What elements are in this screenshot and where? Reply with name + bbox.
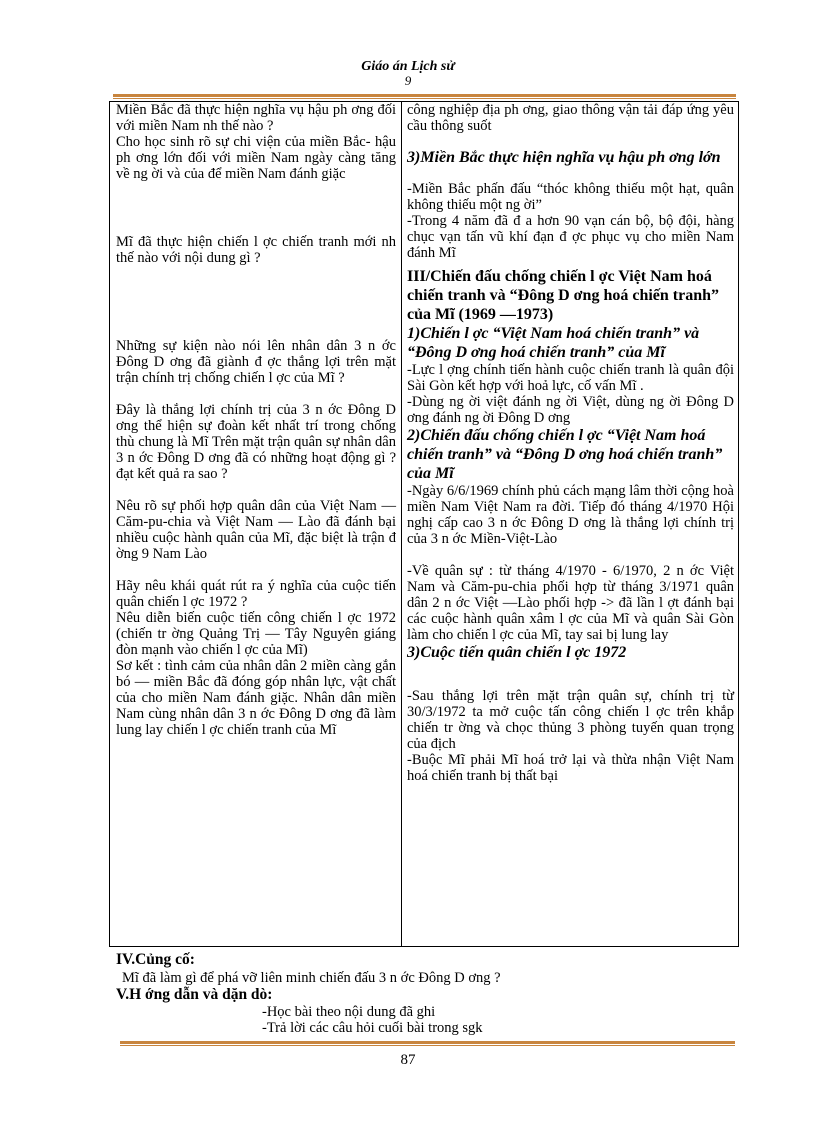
right-paragraph-3: -Trong 4 năm đã đ a hơn 90 vạn cán bộ, bộ đội, hàng chục vạn tấn vũ khí đạn đ ợc phục vụ cho miền Nam đánh Mĩ [407,213,734,261]
right-paragraph-7: -Về quân sự : từ tháng 4/1970 - 6/1970, 2 n ớc Việt Nam và Căm-pu-chia phối hợp từ tháng 3/1971 quân dân 2 n ớc Việt —Lào phối hợp -> đã lần l ợt đánh bại các cuộc hành quân xâm l ợc của Mĩ và quân Sài Gòn làm cho chiến l ợc của Mĩ, tay sai bị lung lay [407,563,734,643]
right-paragraph-4: -Lực l ợng chính tiến hành cuộc chiến tranh là quân đội Sài Gòn kết hợp với hoả lực, cố vấn Mĩ . [407,362,734,394]
table-column-divider [401,101,402,947]
right-paragraph-8: -Sau thắng lợi trên mặt trận quân sự, chính trị từ 30/3/1972 ta mở cuộc tấn công chiến l ợc trên khắp chiến tr ờng và chọc thủng 3 phòng tuyến quan trọng của địch [407,688,734,752]
right-paragraph-1: công nghiệp địa ph ơng, giao thông vận tải đáp ứng yêu cầu thông suốt [407,102,734,134]
consolidation-heading: IV.Củng cố: [116,951,195,968]
consolidation-question: Mĩ đã làm gì để phá vỡ liên minh chiến đấu 3 n ớc Đông D ơng ? [122,970,501,986]
header-rule-thin [113,98,736,99]
header-subtitle: 9 [404,73,412,88]
left-paragraph-5: Đây là thắng lợi chính trị của 3 n ớc Đông D ơng thể hiện sự đoàn kết nhất trí trong chống thù chung là Mĩ Trên mặt trận quân sự nhân dân 3 n ớc Đông D ơng đã có những hoạt động gì ? đạt kết quả ra sao ? [116,402,396,482]
left-paragraph-3: Mĩ đã thực hiện chiến l ợc chiến tranh mới nh thế nào với nội dung gì ? [116,234,396,266]
subsection-heading-1: 1)Chiến l ợc “Việt Nam hoá chiến tranh” và “Đông D ơng hoá chiến tranh” của Mĩ [407,325,700,361]
subsection-heading-2: 2)Chiến đấu chống chiến l ợc “Việt Nam hoá chiến tranh” và “Đông D ơng hoá chiến tranh” của Mĩ [407,427,723,482]
footer-rule-thin [120,1045,735,1046]
right-paragraph-6: -Ngày 6/6/1969 chính phủ cách mạng lâm thời cộng hoà miền Nam Việt Nam ra đời. Tiếp đó tháng 4/1970 Hội nghị cấp cao 3 n ớc Đông D ơng là thắng lợi chính trị của 3 n ớc Miền-Việt-Lào [407,483,734,547]
header-rule [113,94,736,97]
right-paragraph-2: -Miền Bắc phấn đấu “thóc không thiếu một hạt, quân không thiếu một ng ời” [407,181,734,213]
guidance-item-1: -Học bài theo nội dung đã ghi [262,1004,436,1020]
left-paragraph-1: Miền Bắc đã thực hiện nghĩa vụ hậu ph ơng đối với miền Nam nh thế nào ? [116,102,396,134]
subsection-heading-3: 3)Cuộc tiến quân chiến l ợc 1972 [407,644,627,661]
left-paragraph-7: Hãy nêu khái quát rút ra ý nghĩa của cuộc tiến quân chiến l ợc 1972 ? [116,578,396,610]
right-paragraph-9: -Buộc Mĩ phải Mĩ hoá trở lại và thừa nhận Việt Nam hoá chiến tranh bị thất bại [407,752,734,784]
section-heading-iii: III/Chiến đấu chống chiến l ợc Việt Nam hoá chiến tranh và “Đông D ơng hoá chiến tranh” của Mĩ (1969 —1973) [407,268,720,323]
left-paragraph-9: Sơ kết : tình cảm của nhân dân 2 miền càng gắn bó — miền Bắc đã đóng góp nhân lực, vật chất của cho miền Nam đánh giặc. Nhân dân miền Nam cùng nhân dân 3 n ớc Đông D ơng đã làm lung lay chiến l ợc chiến tranh của Mĩ [116,658,396,738]
left-column [116,102,396,738]
right-paragraph-5: -Dùng ng ời việt đánh ng ời Việt, dùng ng ời Đông D ơng đánh ng ời Đông D ơng [407,394,734,426]
left-paragraph-6: Nêu rõ sự phối hợp quân dân của Việt Nam — Căm-pu-chia và Việt Nam — Lào đã đánh bại nhiều cuộc hành quân của Mĩ, đặc biệt là trận đ ờng 9 Nam Lào [116,498,396,562]
footer-rule [120,1041,735,1044]
right-column [407,102,734,784]
left-paragraph-8: Nêu diễn biến cuộc tiến công chiến l ợc 1972 (chiến tr ờng Quảng Trị — Tây Nguyên giáng đòn mạnh vào chiến l ợc của Mĩ) [116,610,396,658]
page-number: 87 [400,1052,416,1068]
header-title: Giáo án Lịch sử [361,59,455,74]
left-paragraph-2: Cho học sinh rõ sự chi viện của miền Bắc- hậu ph ơng lớn đối với miền Nam ngày càng tăng về ng ời và của để miền Nam đánh giặc [116,134,396,182]
guidance-item-2: -Trả lời các câu hỏi cuối bài trong sgk [262,1020,483,1036]
section-heading-3: 3)Miền Bắc thực hiện nghĩa vụ hậu ph ơng lớn [407,149,721,166]
guidance-heading: V.H ớng dẫn và dặn dò: [116,986,273,1003]
left-paragraph-4: Những sự kiện nào nói lên nhân dân 3 n ớc Đông D ơng đã giành đ ợc thắng lợi trên mặt trận chính trị chống chiến l ợc của Mĩ ? [116,338,396,386]
